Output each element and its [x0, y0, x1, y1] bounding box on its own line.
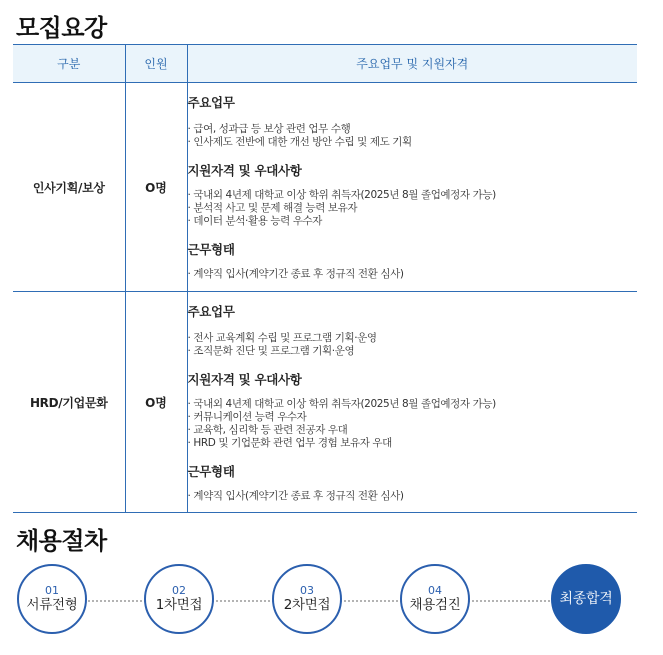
- header-category: 구분: [13, 45, 125, 83]
- description-cell: [187, 83, 637, 292]
- block-title: 지원자격 및 우대사항: [187, 371, 302, 387]
- category-cell: HRD/기업문화: [13, 292, 125, 513]
- list-item: · 데이터 분석·활용 능력 우수자: [187, 215, 323, 227]
- block-title: 지원자격 및 우대사항: [187, 163, 302, 178]
- step-label: 서류전형: [26, 597, 78, 613]
- headcount-cell: O명: [125, 292, 187, 513]
- step-first-interview: [144, 564, 214, 634]
- header-headcount: 인원: [125, 45, 187, 83]
- step-label: 최종합격: [559, 590, 613, 607]
- table-row: [13, 292, 637, 513]
- block-title: 주요업무: [187, 303, 235, 319]
- list-item: · 계약직 입사(계약기간 종료 후 정규직 전환 심사): [187, 268, 404, 280]
- employment-type-block: [188, 462, 638, 503]
- employment-type-block: [188, 240, 638, 281]
- step-label: 2차면접: [283, 597, 331, 613]
- list-item: · 분석적 사고 및 문제 해결 능력 보유자: [187, 202, 358, 214]
- list-item: · HRD 및 기업문화 관련 업무 경험 보유자 우대: [187, 436, 392, 449]
- step-number: 04: [428, 584, 442, 597]
- step-health-check: [400, 564, 470, 634]
- recruitment-table: [13, 44, 637, 513]
- hiring-process-title: 채용절차: [16, 527, 107, 555]
- header-duties-qualifications: 주요업무 및 지원자격: [187, 45, 637, 83]
- block-title: 주요업무: [187, 95, 235, 110]
- table-header-row: [13, 45, 637, 83]
- duties-block: [188, 302, 638, 358]
- qualifications-block: [188, 370, 638, 450]
- step-second-interview: [272, 564, 342, 634]
- qualifications-block: [188, 161, 638, 228]
- step-number: 03: [300, 584, 314, 597]
- recruitment-outline-title: 모집요강: [16, 14, 107, 42]
- list-item: · 전사 교육계획 수립 및 프로그램 기획·운영: [187, 331, 377, 344]
- table-row: [13, 83, 637, 292]
- description-cell: [187, 292, 637, 513]
- list-item: · 국내외 4년제 대학교 이상 학위 취득자(2025년 8월 졸업예정자 가능): [187, 397, 496, 410]
- list-item: · 급여, 성과급 등 보상 관련 업무 수행: [187, 123, 351, 135]
- list-item: · 인사제도 전반에 대한 개선 방안 수립 및 제도 기획: [187, 136, 412, 148]
- step-number: 01: [45, 584, 59, 597]
- step-number: 02: [172, 584, 186, 597]
- list-item: · 조직문화 진단 및 프로그램 기획·운영: [187, 344, 355, 357]
- block-title: 근무형태: [187, 242, 235, 257]
- block-title: 근무형태: [187, 463, 235, 479]
- duties-block: [188, 93, 638, 149]
- step-label: 채용검진: [409, 597, 461, 613]
- list-item: · 교육학, 심리학 등 관련 전공자 우대: [187, 423, 348, 436]
- headcount-cell: O명: [125, 83, 187, 292]
- list-item: · 계약직 입사(계약기간 종료 후 정규직 전환 심사): [187, 489, 404, 502]
- step-label: 1차면접: [155, 597, 203, 613]
- step-final-pass: [551, 564, 621, 634]
- category-cell: 인사기획/보상: [13, 83, 125, 292]
- list-item: · 커뮤니케이션 능력 우수자: [187, 410, 307, 423]
- hiring-process-steps: [13, 564, 637, 638]
- step-document-screening: [17, 564, 87, 634]
- list-item: · 국내외 4년제 대학교 이상 학위 취득자(2025년 8월 졸업예정자 가능): [187, 189, 496, 201]
